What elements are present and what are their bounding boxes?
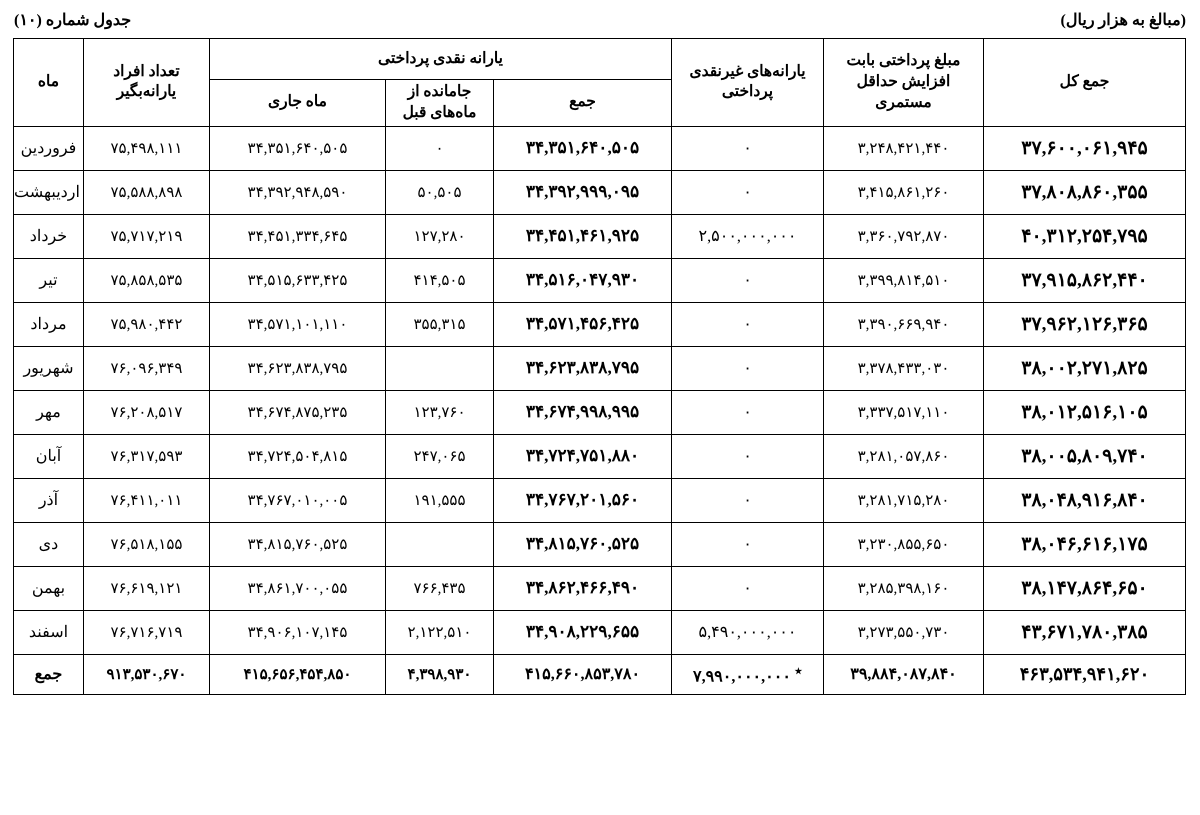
cell-noncash: ۰ xyxy=(672,258,824,302)
cell-noncash: ۰ xyxy=(672,434,824,478)
cell-current-month: ۳۴,۷۶۷,۰۱۰,۰۰۵ xyxy=(209,478,385,522)
cell-total: ۴۰,۳۱۲,۲۵۴,۷۹۵ xyxy=(984,214,1186,258)
cell-sum: ۳۴,۸۱۵,۷۶۰,۵۲۵ xyxy=(494,522,672,566)
cell-sum: ۳۴,۴۵۱,۴۶۱,۹۲۵ xyxy=(494,214,672,258)
cell-leftover-total: ۴,۳۹۸,۹۳۰ xyxy=(386,654,494,694)
cell-leftover xyxy=(386,522,494,566)
table-row xyxy=(13,566,1185,610)
table-row xyxy=(13,434,1185,478)
cell-current-month: ۳۴,۵۱۵,۶۳۳,۴۲۵ xyxy=(209,258,385,302)
cell-total: ۳۸,۰۰۵,۸۰۹,۷۴۰ xyxy=(984,434,1186,478)
table-row xyxy=(13,522,1185,566)
cell-sum: ۳۴,۳۹۲,۹۹۹,۰۹۵ xyxy=(494,170,672,214)
cell-noncash: ۲,۵۰۰,۰۰۰,۰۰۰ xyxy=(672,214,824,258)
table-row xyxy=(13,478,1185,522)
cell-noncash: ۰ xyxy=(672,478,824,522)
cell-sum: ۳۴,۷۲۴,۷۵۱,۸۸۰ xyxy=(494,434,672,478)
cell-noncash-total-value: ۷,۹۹۰,۰۰۰,۰۰۰ xyxy=(692,668,791,685)
cell-leftover: ۲,۱۲۲,۵۱۰ xyxy=(386,610,494,654)
cell-month: آبان xyxy=(13,434,83,478)
page-header xyxy=(14,10,1186,30)
cell-sum: ۳۴,۳۵۱,۶۴۰,۵۰۵ xyxy=(494,126,672,170)
cell-increase: ۳,۲۳۰,۸۵۵,۶۵۰ xyxy=(824,522,984,566)
cell-increase-total: ۳۹,۸۸۴,۰۸۷,۸۴۰ xyxy=(824,654,984,694)
cell-month: شهریور xyxy=(13,346,83,390)
cell-leftover: ۳۵۵,۳۱۵ xyxy=(386,302,494,346)
cell-sum-total: ۴۱۵,۶۶۰,۸۵۳,۷۸۰ xyxy=(494,654,672,694)
column-header-noncash: یارانه‌های غیرنقدی پرداختی xyxy=(672,39,824,127)
table-row xyxy=(13,610,1185,654)
cell-sum: ۳۴,۵۷۱,۴۵۶,۴۲۵ xyxy=(494,302,672,346)
table-row xyxy=(13,390,1185,434)
cell-noncash: ۰ xyxy=(672,566,824,610)
cell-noncash: ۰ xyxy=(672,346,824,390)
cell-current-month-total: ۴۱۵,۶۵۶,۴۵۴,۸۵۰ xyxy=(209,654,385,694)
cell-increase: ۳,۳۹۹,۸۱۴,۵۱۰ xyxy=(824,258,984,302)
cell-increase: ۳,۲۸۱,۷۱۵,۲۸۰ xyxy=(824,478,984,522)
cell-month: اسفند xyxy=(13,610,83,654)
table-row xyxy=(13,126,1185,170)
table-row xyxy=(13,346,1185,390)
cell-month: تیر xyxy=(13,258,83,302)
cell-noncash: ۰ xyxy=(672,390,824,434)
unit-note: (مبالغ به هزار ریال) xyxy=(1060,12,1186,29)
cell-month: بهمن xyxy=(13,566,83,610)
cell-current-month: ۳۴,۴۵۱,۳۳۴,۶۴۵ xyxy=(209,214,385,258)
cell-current-month: ۳۴,۵۷۱,۱۰۱,۱۱۰ xyxy=(209,302,385,346)
cell-increase: ۳,۴۱۵,۸۶۱,۲۶۰ xyxy=(824,170,984,214)
cell-total: ۳۸,۰۴۸,۹۱۶,۸۴۰ xyxy=(984,478,1186,522)
footnote-marker-icon: ٭ xyxy=(794,662,803,678)
cell-noncash: ۵,۴۹۰,۰۰۰,۰۰۰ xyxy=(672,610,824,654)
cell-month: خرداد xyxy=(13,214,83,258)
cell-sum: ۳۴,۵۱۶,۰۴۷,۹۳۰ xyxy=(494,258,672,302)
cell-people: ۷۶,۴۱۱,۰۱۱ xyxy=(83,478,209,522)
cell-people: ۷۵,۷۱۷,۲۱۹ xyxy=(83,214,209,258)
cell-leftover: ۲۴۷,۰۶۵ xyxy=(386,434,494,478)
cell-total: ۳۷,۹۶۲,۱۲۶,۳۶۵ xyxy=(984,302,1186,346)
cell-month: مهر xyxy=(13,390,83,434)
cell-people: ۷۶,۵۱۸,۱۵۵ xyxy=(83,522,209,566)
cell-people: ۷۶,۶۱۹,۱۲۱ xyxy=(83,566,209,610)
cell-total: ۳۷,۸۰۸,۸۶۰,۳۵۵ xyxy=(984,170,1186,214)
cell-people-total: ۹۱۳,۵۳۰,۶۷۰ xyxy=(83,654,209,694)
cell-leftover: ۴۱۴,۵۰۵ xyxy=(386,258,494,302)
cell-noncash-total xyxy=(672,654,824,694)
cell-current-month: ۳۴,۸۶۱,۷۰۰,۰۵۵ xyxy=(209,566,385,610)
cell-total: ۳۸,۱۴۷,۸۶۴,۶۵۰ xyxy=(984,566,1186,610)
table-total-row xyxy=(13,654,1185,694)
cell-total: ۳۸,۰۱۲,۵۱۶,۱۰۵ xyxy=(984,390,1186,434)
table-row xyxy=(13,302,1185,346)
cell-leftover: ۱۲۳,۷۶۰ xyxy=(386,390,494,434)
cell-increase: ۳,۳۳۷,۵۱۷,۱۱۰ xyxy=(824,390,984,434)
column-header-leftover: جامانده از ماه‌های قبل xyxy=(386,80,494,127)
column-header-current-month: ماه جاری xyxy=(209,80,385,127)
cell-leftover: ۵۰,۵۰۵ xyxy=(386,170,494,214)
cell-people: ۷۶,۳۱۷,۵۹۳ xyxy=(83,434,209,478)
cell-current-month: ۳۴,۸۱۵,۷۶۰,۵۲۵ xyxy=(209,522,385,566)
cell-month: دی xyxy=(13,522,83,566)
column-header-total: جمع کل xyxy=(984,39,1186,127)
table-head xyxy=(13,39,1185,127)
column-header-sum: جمع xyxy=(494,80,672,127)
cell-month: اردیبهشت xyxy=(13,170,83,214)
cell-increase: ۳,۳۷۸,۴۳۳,۰۳۰ xyxy=(824,346,984,390)
cell-people: ۷۶,۷۱۶,۷۱۹ xyxy=(83,610,209,654)
cell-sum: ۳۴,۶۲۳,۸۳۸,۷۹۵ xyxy=(494,346,672,390)
column-header-increase: مبلغ پرداختی بابت افزایش حداقل مستمری xyxy=(824,39,984,127)
cell-leftover: ۰ xyxy=(386,126,494,170)
cell-people: ۷۵,۹۸۰,۴۴۲ xyxy=(83,302,209,346)
cell-month: آذر xyxy=(13,478,83,522)
cell-current-month: ۳۴,۳۵۱,۶۴۰,۵۰۵ xyxy=(209,126,385,170)
cell-total-total: ۴۶۳,۵۳۴,۹۴۱,۶۲۰ xyxy=(984,654,1186,694)
column-header-cash-group: یارانه نقدی پرداختی xyxy=(209,39,671,80)
cell-current-month: ۳۴,۶۷۴,۸۷۵,۲۳۵ xyxy=(209,390,385,434)
cell-increase: ۳,۲۸۱,۰۵۷,۸۶۰ xyxy=(824,434,984,478)
cell-current-month: ۳۴,۳۹۲,۹۴۸,۵۹۰ xyxy=(209,170,385,214)
cell-people: ۷۶,۰۹۶,۳۴۹ xyxy=(83,346,209,390)
cell-noncash: ۰ xyxy=(672,126,824,170)
table-number: جدول شماره (۱۰) xyxy=(14,12,132,29)
cell-total: ۳۷,۶۰۰,۰۶۱,۹۴۵ xyxy=(984,126,1186,170)
cell-leftover xyxy=(386,346,494,390)
cell-leftover: ۱۹۱,۵۵۵ xyxy=(386,478,494,522)
cell-month-total: جمع xyxy=(13,654,83,694)
cell-sum: ۳۴,۷۶۷,۲۰۱,۵۶۰ xyxy=(494,478,672,522)
cell-increase: ۳,۲۷۳,۵۵۰,۷۳۰ xyxy=(824,610,984,654)
cell-increase: ۳,۳۶۰,۷۹۲,۸۷۰ xyxy=(824,214,984,258)
table-row xyxy=(13,170,1185,214)
cell-people: ۷۵,۵۸۸,۸۹۸ xyxy=(83,170,209,214)
cell-total: ۳۸,۰۰۲,۲۷۱,۸۲۵ xyxy=(984,346,1186,390)
cell-people: ۷۶,۲۰۸,۵۱۷ xyxy=(83,390,209,434)
cell-people: ۷۵,۸۵۸,۵۳۵ xyxy=(83,258,209,302)
cell-increase: ۳,۲۴۸,۴۲۱,۴۴۰ xyxy=(824,126,984,170)
cell-sum: ۳۴,۸۶۲,۴۶۶,۴۹۰ xyxy=(494,566,672,610)
cell-people: ۷۵,۴۹۸,۱۱۱ xyxy=(83,126,209,170)
cell-current-month: ۳۴,۷۲۴,۵۰۴,۸۱۵ xyxy=(209,434,385,478)
cell-total: ۴۳,۶۷۱,۷۸۰,۳۸۵ xyxy=(984,610,1186,654)
cell-total: ۳۷,۹۱۵,۸۶۲,۴۴۰ xyxy=(984,258,1186,302)
cell-sum: ۳۴,۹۰۸,۲۲۹,۶۵۵ xyxy=(494,610,672,654)
table-body xyxy=(13,126,1185,694)
cell-sum: ۳۴,۶۷۴,۹۹۸,۹۹۵ xyxy=(494,390,672,434)
cell-increase: ۳,۳۹۰,۶۶۹,۹۴۰ xyxy=(824,302,984,346)
cell-noncash: ۰ xyxy=(672,170,824,214)
cell-leftover: ۱۲۷,۲۸۰ xyxy=(386,214,494,258)
cell-current-month: ۳۴,۹۰۶,۱۰۷,۱۴۵ xyxy=(209,610,385,654)
cell-month: مرداد xyxy=(13,302,83,346)
table-row xyxy=(13,214,1185,258)
column-header-people: تعداد افراد یارانه‌بگیر xyxy=(83,39,209,127)
cell-noncash: ۰ xyxy=(672,522,824,566)
subsidy-table xyxy=(13,38,1186,695)
cell-current-month: ۳۴,۶۲۳,۸۳۸,۷۹۵ xyxy=(209,346,385,390)
column-header-month: ماه xyxy=(13,39,83,127)
cell-month: فروردین xyxy=(13,126,83,170)
cell-increase: ۳,۲۸۵,۳۹۸,۱۶۰ xyxy=(824,566,984,610)
table-row xyxy=(13,258,1185,302)
cell-total: ۳۸,۰۴۶,۶۱۶,۱۷۵ xyxy=(984,522,1186,566)
cell-noncash: ۰ xyxy=(672,302,824,346)
cell-leftover: ۷۶۶,۴۳۵ xyxy=(386,566,494,610)
